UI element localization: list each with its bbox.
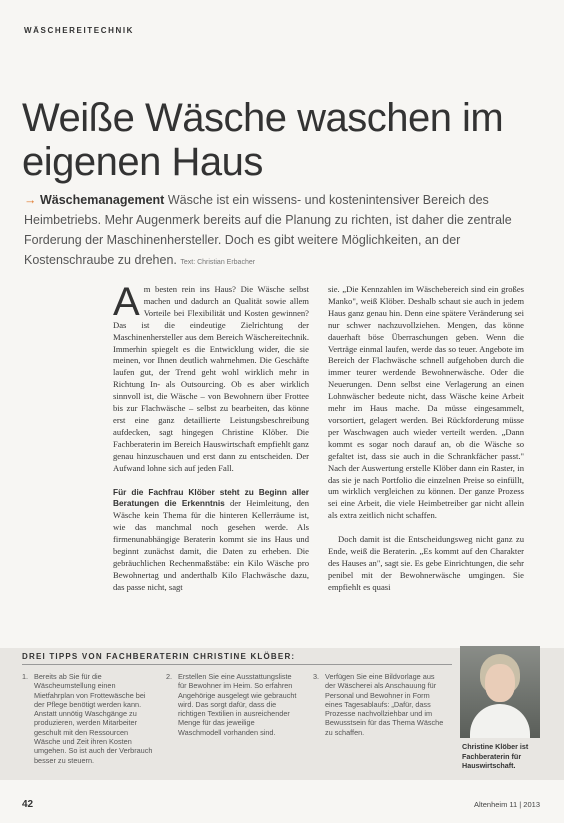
page-number: 42 bbox=[22, 799, 34, 810]
portrait-face bbox=[485, 664, 515, 702]
drop-cap: A bbox=[113, 280, 140, 324]
section-label: WÄSCHEREITECHNIK bbox=[24, 26, 135, 35]
tip-item bbox=[313, 672, 447, 737]
tip-number: 1. bbox=[22, 672, 29, 681]
lead-keyword: Wäschemanagement bbox=[39, 193, 165, 207]
arrow-icon: → bbox=[24, 193, 37, 207]
body-column-2 bbox=[328, 284, 524, 606]
tip-item bbox=[22, 672, 156, 765]
paragraph bbox=[113, 280, 309, 475]
divider bbox=[22, 664, 452, 665]
body-column-1 bbox=[113, 280, 309, 606]
paragraph: sie. „Die Kennzahlen im Wäschebereich sind ein großes Manko", weiß Klöber. Deshalb schaut sie auch in jedem Haus ganz genau hin. Denn eine spätere Veränderung sei nur schwer nachzuvollziehen. Mengen, das könne dauerhaft böse Überraschungen geben. Wenn die Verträge einmal laufen, werde das so teuer. Angebote im Bereich der Flachwäsche schnell aufgehoben durch die immer teurer werdende Bewohnerwäsche. Oder die Neuerungen. Denn selbst eine Verlagerung an einen Lohnwäscher bedeute nicht, dass Wäsche keine Arbeit mehr im Haus mache. Da müsse eingesammelt, vorsortiert, gelagert werden. Bei Rückforderung müsse per Waschwagen auch wieder verteilt werden. „Dann kommt es sogar noch darauf an, ob die Wäsche so gefaltet ist, dass sie auch in die Schrankfächer passt." Nach der Auswertung erstelle Klöber dann ein Raster, in das sie je nach Portfolio die einzelnen Preise so einfüllt, um wirklich vergleichen zu können. Der ganze Prozess sei eine Arbeit, die viele Heimbetreiber gar nicht allein als extra zeitlich nicht schaffen. bbox=[328, 284, 524, 521]
tip-number: 3. bbox=[313, 672, 320, 681]
lead-text: Wäsche ist ein wissens- und kostenintensiver Bereich des Heimbetriebs. Mehr Augenmerk bereits auf die Planung zu richten, ist daher die zentrale Forderung der Maschinenhersteller. Doch es gibt weitere Möglichkeiten, an der Kostenschraube zu drehen. bbox=[24, 193, 512, 267]
photo-caption: Christine Klöber ist Fachberaterin für Hauswirtschaft. bbox=[462, 742, 529, 770]
tip-text: Bereits ab Sie für die Wäscheumstellung einen Mietfahrplan von Frottewäsche bei der Pflege benötigt werden kann. Anstatt unnötig Waschgänge zu produzieren, werden Mitarbeiter geschult mit den Ressourcen Wäsche und Zeit ihren Kosten umgehen. So ist auch der Verbrauch besser zu steuern. bbox=[34, 672, 153, 765]
inline-subhead: Für die Fachfrau Klöber steht zu Beginn aller Beratungen die Erkenntnis bbox=[113, 486, 309, 509]
paragraph: Doch damit ist die Entscheidungsweg nicht ganz zu Ende, weiß die Beraterin. „Es kommt auf den Charakter des Hauses an", sagt sie. Es gebe Einrichtungen, die sehr penibel mit der Bewohnerwäsche umgingen. Sie empfiehlt es quasi bbox=[328, 534, 524, 592]
portrait-photo bbox=[460, 646, 540, 738]
tip-item bbox=[166, 672, 300, 737]
byline: Text: Christian Erbacher bbox=[180, 259, 256, 266]
paragraph-text: m besten rein ins Haus? Die Wäsche selbst machen und dadurch an Qualität sowie allem Vorteile bei Flexibilität und Kosten gewinnen? Das ist die eindeutige Zielrichtung der Maschinenhersteller aus dem Bereich Wäschereitechnik. Immerhin spiegelt es die Entwicklung wider, die sie meinen, vor Ihnen deutlich wahrnehmen. Die Geschäfte laufen gut, der Trend geht wohl wirklich mehr in Richtung In- als Outsourcing. Ob es aber wirklich sinnvoll ist, die Wäsche – von Bewohnern über Frottee bis zur Flachwäsche – selbst zu bearbeiten, das könne erst eine ganz detaillierte Leistungsbeschreibung aufdecken, sagt hingegen Christine Klöber. Die Fachberaterin im Bereich Hauswirtschaft empfiehlt ganz genau hinzuschauen und erst dann zu entscheiden. Der Aufwand lohne sich auf jeden Fall. bbox=[113, 284, 309, 473]
paragraph bbox=[113, 487, 309, 594]
publication-footer: Altenheim 11 | 2013 bbox=[473, 800, 540, 809]
article-title: Weiße Wäsche waschen im eigenen Haus bbox=[22, 96, 504, 184]
portrait-torso bbox=[470, 704, 530, 738]
tip-text: Erstellen Sie eine Ausstattungsliste für Bewohner im Heim. So erfahren Angehörige ausgelegt wie gebraucht wird. Das sorgt dafür, dass die richtigen Textilien in ausreichender Menge für das jeweilige Waschmodell vorhanden sind. bbox=[178, 672, 297, 737]
article-lead bbox=[24, 190, 540, 273]
tips-title: DREI TIPPS VON FACHBERATERIN CHRISTINE KLÖBER: bbox=[22, 652, 296, 661]
tip-text: Verfügen Sie eine Bildvorlage aus der Wäscherei als Anschauung für Personal und Bewohner in Form eines Tagesablaufs: „Dafür, dass Prozesse nachvollziehbar und im Bewusstsein für das Thema Wäsche zu schaffen. bbox=[325, 672, 444, 737]
paragraph-text: der Heimleitung, den Wäsche kein Thema für die hinteren Kellerräume ist, wie das manchmal noch gesehen werde. Als firmenunabhängige Beraterin kommt sie ins Haus und beginnt zunächst damit, die Daten zu erheben. Die gebräuchlichen Rechenmaßstäbe: ein Kilo Wäsche pro Bewohnertag und anderthalb Kilo Flachwäsche dazu, das passe nicht, sagt bbox=[113, 498, 309, 592]
tip-number: 2. bbox=[166, 672, 173, 681]
